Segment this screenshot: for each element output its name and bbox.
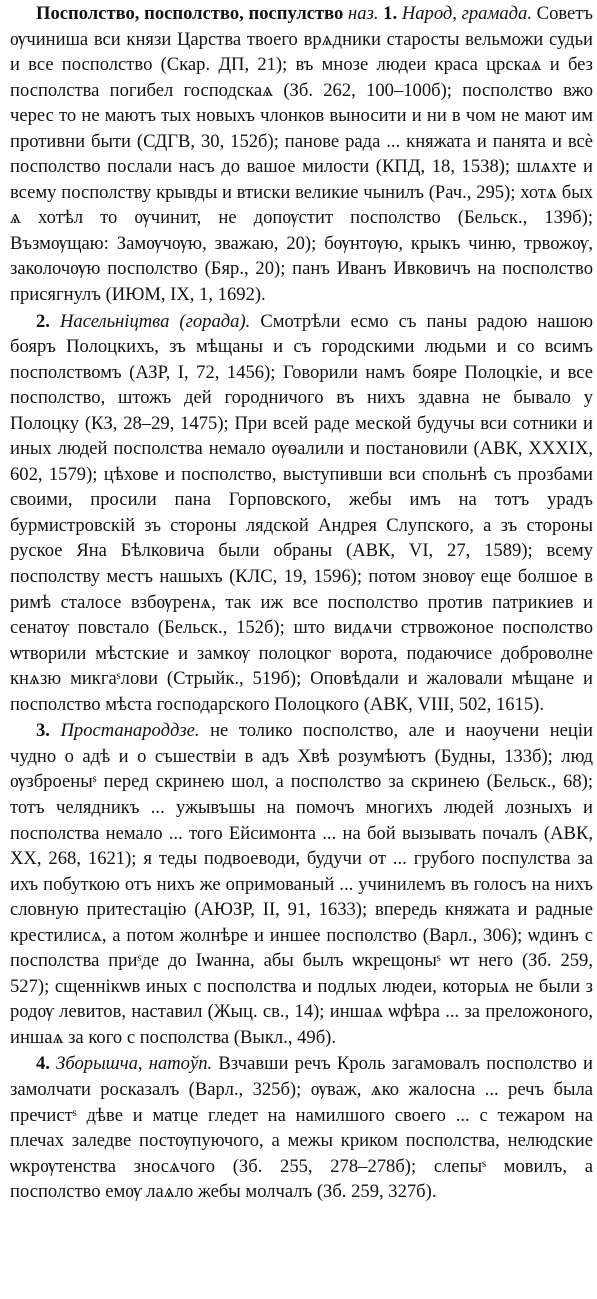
sense-3-citations: не толико посполство, але и наоучени неціи чудно о адѣ и о съшествіи в адъ Хвѣ розумѣютъ (Будны, 133б); люд ѹзброеныˢ перед скринею шол, а посполство за скринею (Бельск., 68); тотъ челядникъ ... ужывъшы на помочъ многихъ людей лозныхъ и посполства немало ... того Ейсимонта ... на бой вызывать почалъ (АВК, XX, 268, 1621); я теды подвоеводи, будучи от ... грубого поспулства за ихъ побуткою отъ нихъ же опримованый ... учинилемъ въ голосъ на нихъ словную притестацію (АЮЗР, II, 91, 1633); впередь княжата и радные крестилисѧ, а потом жолнѣре и иншее посполство (Варл., 306); ѡдинъ с посполства приˢде до Іѡанна, абы былъ ѡкрещоныˢ ѡт него (Зб. 259, 527); сщеннікѡв иных с посполства и подлых людеи, которыѧ не были з родѹ левитов, наставил (Жыц. св., 14); иншаѧ ѡфѣра ... за преложоного, иншаѧ за кого с посполства (Выкл., 49б). xyxy=(10,720,593,1048)
sense-1-paragraph xyxy=(10,1,593,308)
sense-4-number: 4. xyxy=(36,1053,50,1075)
sense-1-gloss: Народ, грамада. xyxy=(401,3,532,24)
sense-2-number: 2. xyxy=(36,310,50,332)
part-of-speech: наз. xyxy=(348,3,379,24)
sense-2-paragraph xyxy=(10,309,593,718)
sense-4-paragraph xyxy=(10,1051,593,1204)
sense-1-citations: Советъ ѹчиниша вси князи Царства твоего врѧдники старосты вельможи судьи и все посполство (Скар. ДП, 21); въ мнозе людеи краса црскаѧ и без посполства погибел господскаѧ (Зб. 262, 100–100б); посполство вжо черес то не маютъ тых новыхъ члонков выносити и ни в чом не мают им противни быти (СДГВ, 30, 152б); панове рада ... княжата и панята и всѐ посполство послали насъ до вашое милости (КПД, 18, 1538); шлѧхте и всему посполству крывды и втиски великие чынилъ (Рач., 295); хотѧ бых ѧ хотѣл то ѹчинит, не допѹстит посполство (Бельск., 139б); Възмѹщаю: Замѹчѹю, зважаю, 20); бѹнтѹю, крыкъ чиню, трвожѹ, заколочѹю посполство (Бяр., 20); панъ Иванъ Ивковичъ на посполство присягнулъ (ИЮМ, IX, 1, 1692). xyxy=(10,3,594,306)
sense-4-citations: Взчавши речъ Кроль загамовалъ посполство и замолчати росказалъ (Варл., 325б); ѹваж, ѧко жалосна ... речъ была пречистˢ дѣве и матце гледет на намилшого своего ... с тежаром на плечах заледве постѹпуючого, а межы криком посполства, нелюдские ѡкрѹтенства зносѧчого (Зб. 255, 278–278б); слепыˢ мовилъ, а посполство емѹ лаѧло жебы молчалъ (Зб. 259, 327б). xyxy=(10,1053,593,1203)
sense-2-gloss: Насельніцтва (горада). xyxy=(59,310,251,332)
headword: Посполство, посполство, поспулство xyxy=(36,3,344,24)
sense-4-gloss: Зборышча, натоўп. xyxy=(56,1053,213,1075)
sense-2-citations: Смотрѣли есмо съ паны радою нашою бояръ Полоцкихъ, зъ мѣщаны и съ городскими людьми и со всимъ посполствомъ (АЗР, I, 72, 1456); Говорили намъ бояре Полоцкіе, и все посполство, штожъ дей городничого въ нихъ здавна не бывало у Полоцку (КЗ, 28–29, 1475); При всей раде меской будучы вси сотники и иных людей посполства немало ѹѳалили и постановили (АВК, XXXIX, 602, 1579); цѣхове и посполство, выступивши вси спольнѣ съ прозбами своими, просили пана Горповского, жебы имъ на тотъ урадъ бурмистровскій зъ стороны лядской Андрея Слупского, а зъ стороны руское Яна Бѣлковича были обраны (АВК, VI, 27, 1589); всему посполству местъ нашыхъ (КЛС, 19, 1596); потом зновѹ еще болшое в римѣ сталосе взбѹренѧ, так иж все посполство против патрикиев и сенатѹ повстало (Бельск., 152б); што видѧчи стрвожоное посполство ѡтворили мѣстские и замкѹ полоцког ворота, подаючисе доброволне кнѧзю микгаˢлови (Стрыйк., 519б); Оповѣдали и жаловали мѣщане и посполство мѣста господарского Полоцкого (АВК, VIII, 502, 1615). xyxy=(10,310,594,715)
sense-3-paragraph xyxy=(10,718,593,1050)
sense-3-number: 3. xyxy=(36,720,50,742)
sense-3-gloss: Простанароддзе. xyxy=(60,720,200,742)
sense-1-number: 1. xyxy=(383,3,398,24)
